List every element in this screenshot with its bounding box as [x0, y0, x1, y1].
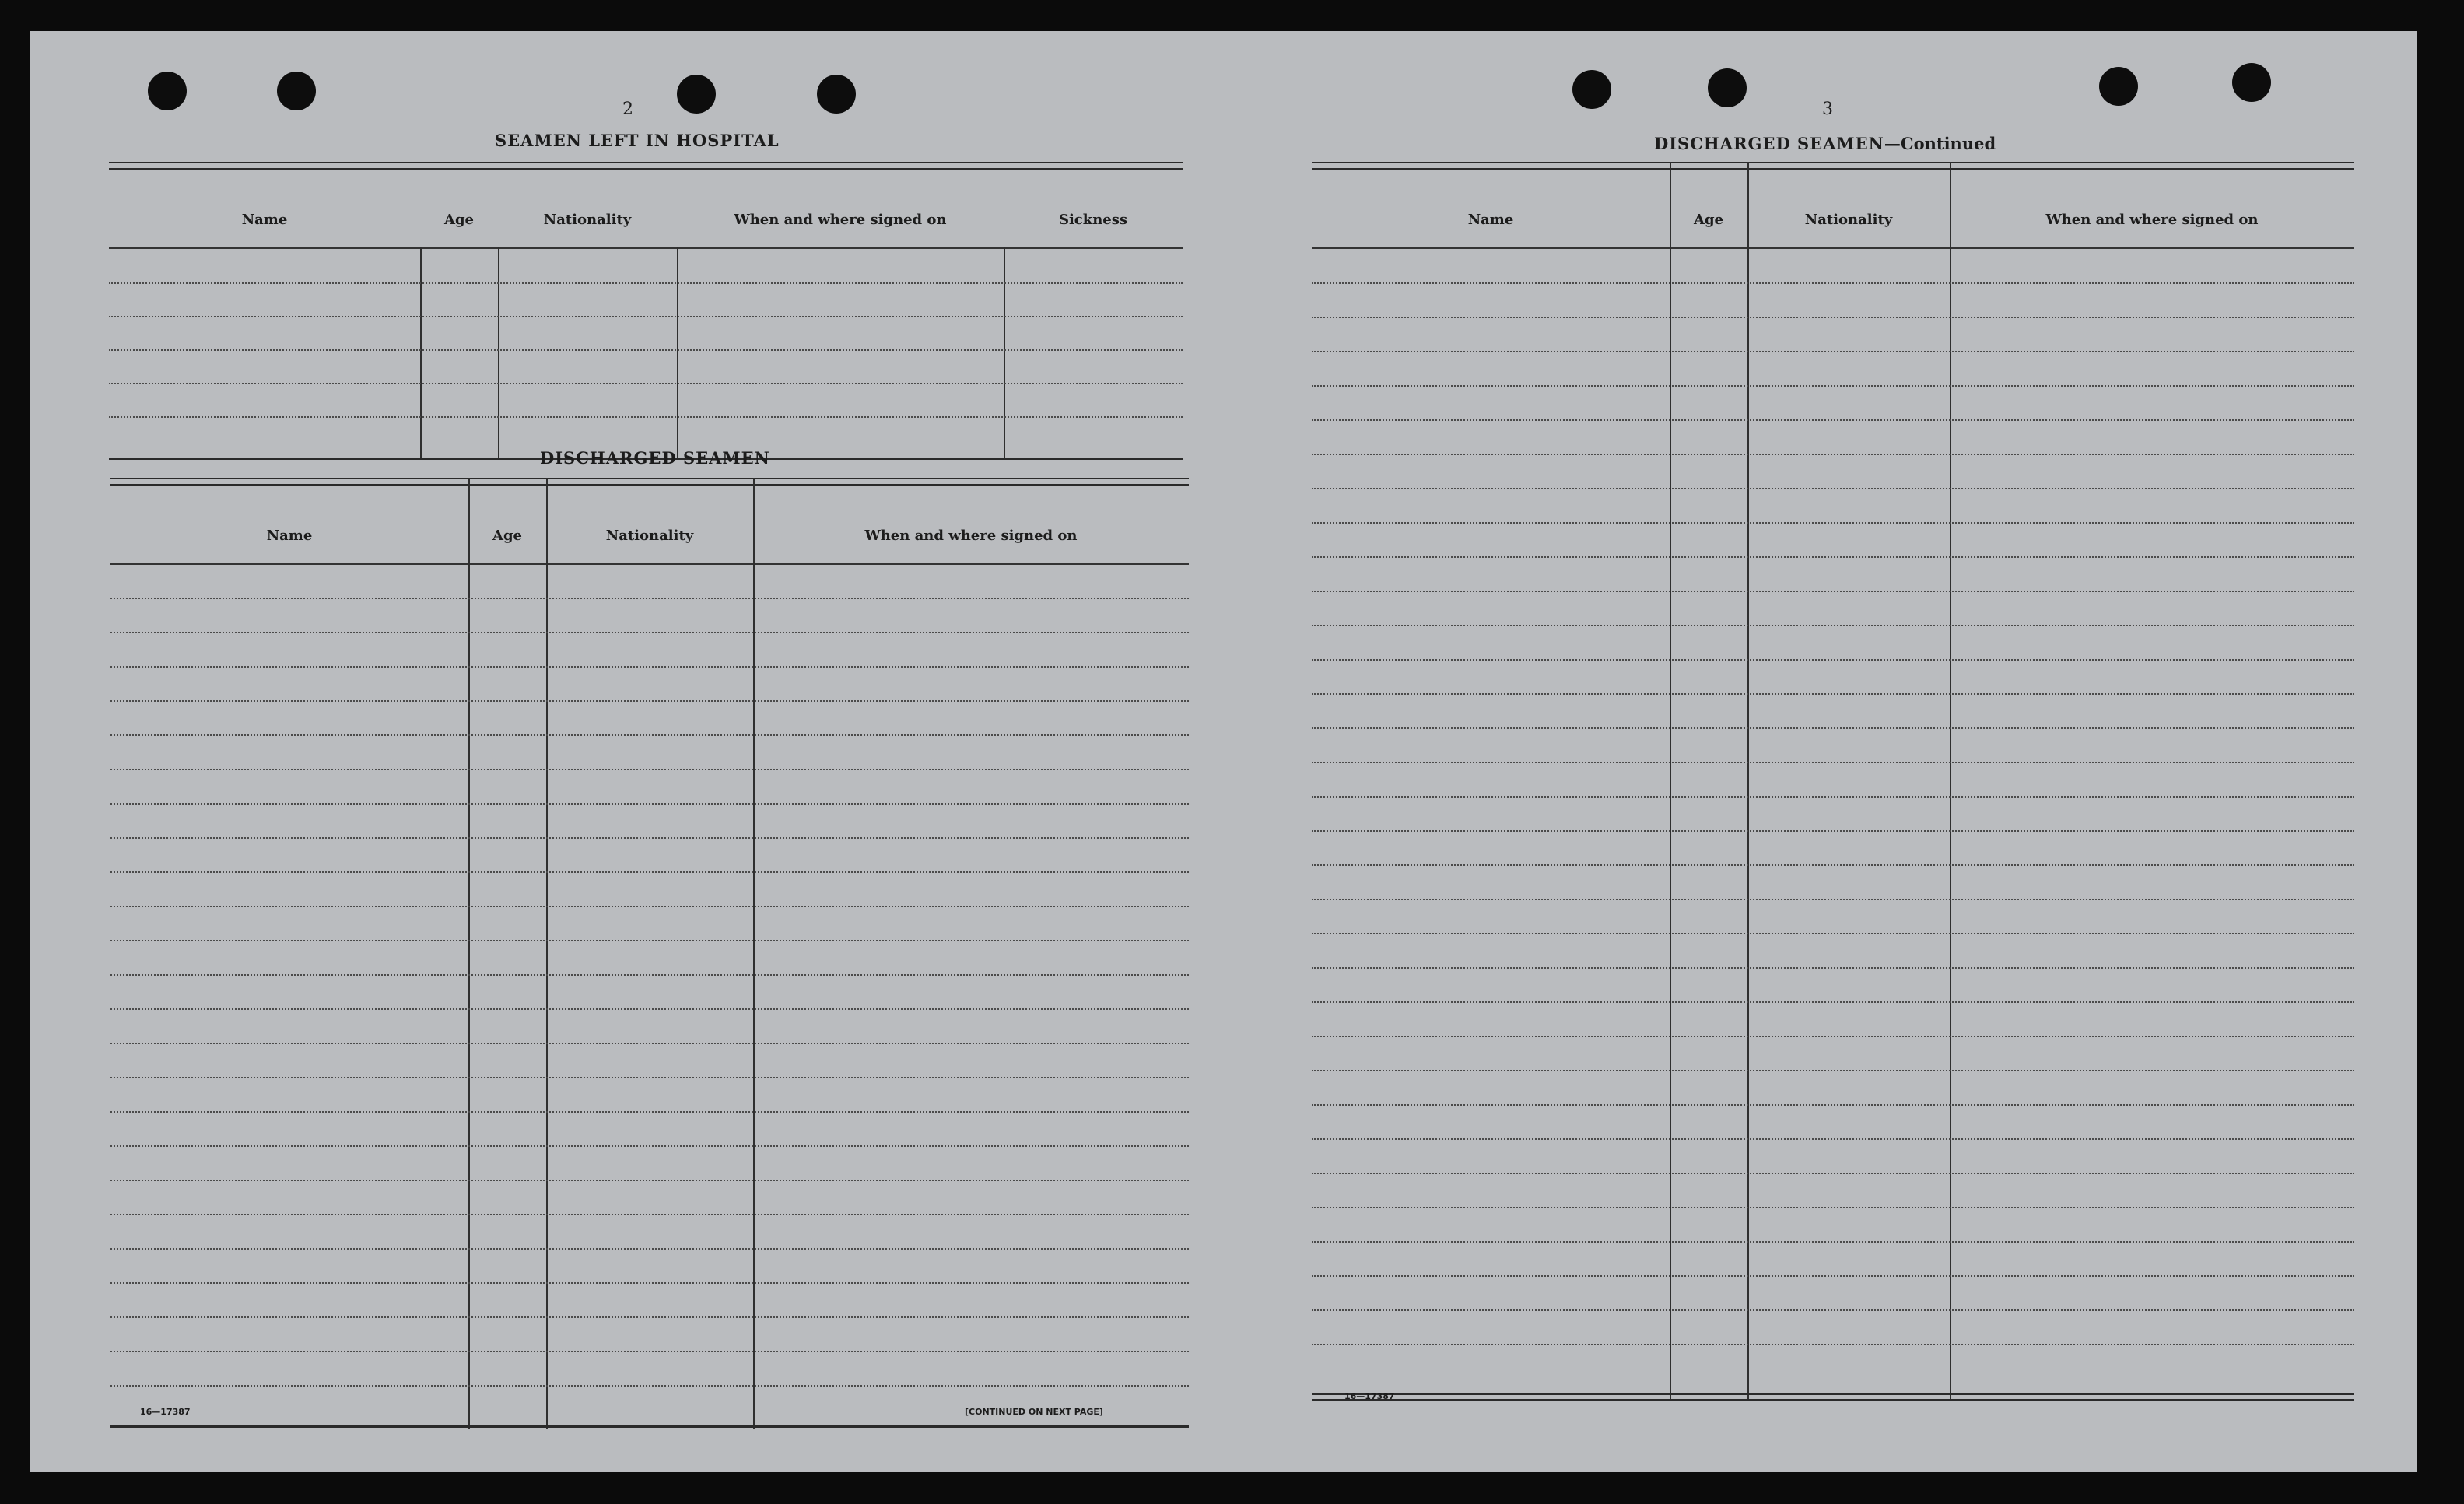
discharged-table-left	[110, 478, 1189, 1435]
form-number-left: 16—17387	[140, 1407, 191, 1417]
discharged-continued-title	[1654, 134, 1996, 153]
document-sheet	[30, 31, 2417, 1472]
punch-hole	[1572, 70, 1611, 109]
col-header-name: Name	[266, 528, 313, 544]
col-header-name: Name	[1467, 212, 1514, 228]
form-number-right: 16—17387	[1344, 1391, 1395, 1401]
col-header-name: Name	[241, 212, 288, 228]
continued-note: [CONTINUED ON NEXT PAGE]	[965, 1407, 1103, 1417]
col-header-age: Age	[1693, 212, 1723, 228]
discharged-continued-title-main: DISCHARGED SEAMEN	[1654, 134, 1884, 153]
col-header-nationality: Nationality	[605, 528, 694, 544]
hospital-section-title: SEAMEN LEFT IN HOSPITAL	[495, 131, 780, 150]
col-header-signed-on: When and where signed on	[734, 212, 947, 228]
discharged-table-right	[1312, 162, 2354, 1407]
punch-hole	[277, 72, 316, 110]
col-header-age: Age	[492, 528, 522, 544]
punch-hole	[677, 75, 716, 114]
col-header-nationality: Nationality	[543, 212, 632, 228]
col-header-age: Age	[443, 212, 474, 228]
col-header-sickness: Sickness	[1058, 212, 1128, 228]
col-header-nationality: Nationality	[1804, 212, 1893, 228]
discharged-continued-suffix: —Continued	[1884, 134, 1996, 153]
page-number-left: 2	[622, 100, 633, 119]
punch-hole	[148, 72, 187, 110]
punch-hole	[2099, 67, 2138, 106]
col-header-signed-on: When and where signed on	[864, 528, 1078, 544]
punch-hole	[1708, 68, 1747, 107]
punch-hole	[817, 75, 856, 114]
punch-hole	[2232, 63, 2271, 102]
hospital-table	[109, 162, 1183, 465]
discharged-section-title: DISCHARGED SEAMEN	[540, 448, 770, 468]
col-header-signed-on: When and where signed on	[2045, 212, 2259, 228]
page-number-right: 3	[1822, 100, 1833, 119]
